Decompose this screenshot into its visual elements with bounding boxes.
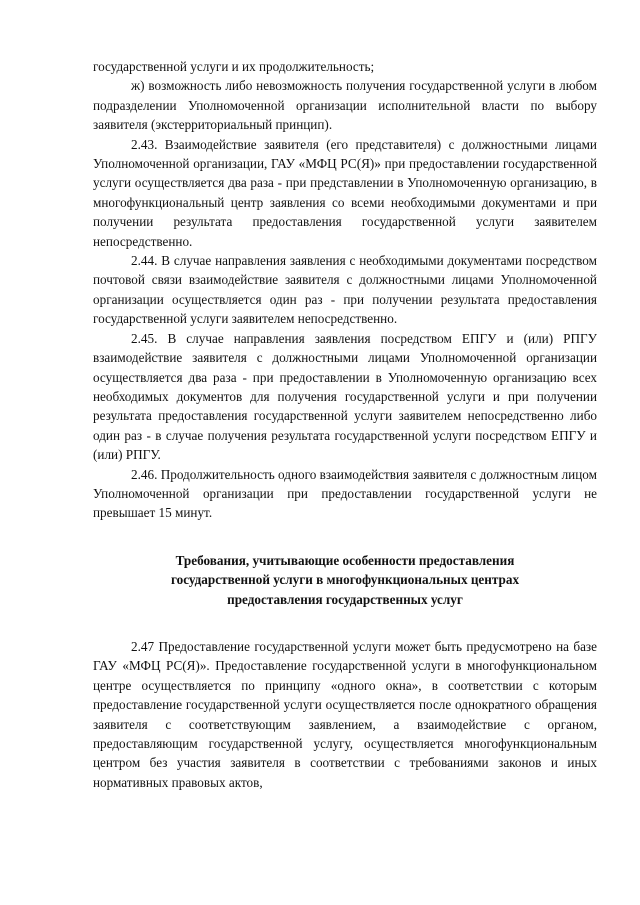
heading-line-1: Требования, учитывающие особенности предоставления <box>175 552 515 568</box>
heading-line-2: государственной услуги в многофункциональных центрах <box>170 572 520 588</box>
paragraph-2-47: 2.47 Предоставление государственной услуги может быть предусмотрено на базе ГАУ «МФЦ РС(Я)». Предоставление государственной услуги в многофункциональном центре осуществляется по принципу «одного окна», в соответствии с которым предоставление государственной услуги осуществляется после однократного обращения заявителя с соответствующим заявлением, а взаимодействие с органом, предоставляющим государственной услугу, осуществляется многофункциональным центром без участия заявителя в соответствии с требованиями законов и иных нормативных правовых актов, <box>93 638 597 790</box>
section-heading <box>93 551 597 609</box>
paragraph-2-46: 2.46. Продолжительность одного взаимодействия заявителя с должностным лицом Уполномоченной организации при предоставлении государственной услуги не превышает 15 минут. <box>93 466 597 521</box>
heading-line-3: предоставления государственных услуг <box>227 591 463 607</box>
paragraph-2-44: 2.44. В случае направления заявления с необходимыми документами посредством почтовой связи взаимодействие заявителя с должностными лицами Уполномоченной организации осуществляется один раз - при получении результата предоставления государственной услуги заявителем непосредственно. <box>93 253 597 327</box>
paragraph-2-45: 2.45. В случае направления заявления посредством ЕПГУ и (или) РПГУ взаимодействие заявителя с должностными лицами Уполномоченной организации осуществляется два раза - при предоставлении в Уполномоченную организацию всех необходимых документов для получения государственной услуги и при получении результата предоставления государственной услуги заявителем непосредственно либо один раз - в случае получения результата государственной услуги посредством ЕПГУ и (или) РПГУ. <box>93 330 597 463</box>
paragraph-item-zh: ж) возможность либо невозможность получения государственной услуги в любом подразделении Уполномоченной организации исполнительной власти по выбору заявителя (экстерриториальный принцип). <box>93 78 597 133</box>
paragraph-2-43: 2.43. Взаимодействие заявителя (его представителя) с должностными лицами Уполномоченной организации, ГАУ «МФЦ РС(Я)» при предоставлении государственной услуги осуществляется два раза - при представлении в Уполномоченную организацию, в многофункциональный центр заявления со всеми необходимыми документами и при получении результата предоставления государственной услуги заявителем непосредственно. <box>93 136 597 249</box>
paragraph-fragment: государственной услуги и их продолжительность; <box>93 59 375 74</box>
document-page <box>93 57 597 792</box>
